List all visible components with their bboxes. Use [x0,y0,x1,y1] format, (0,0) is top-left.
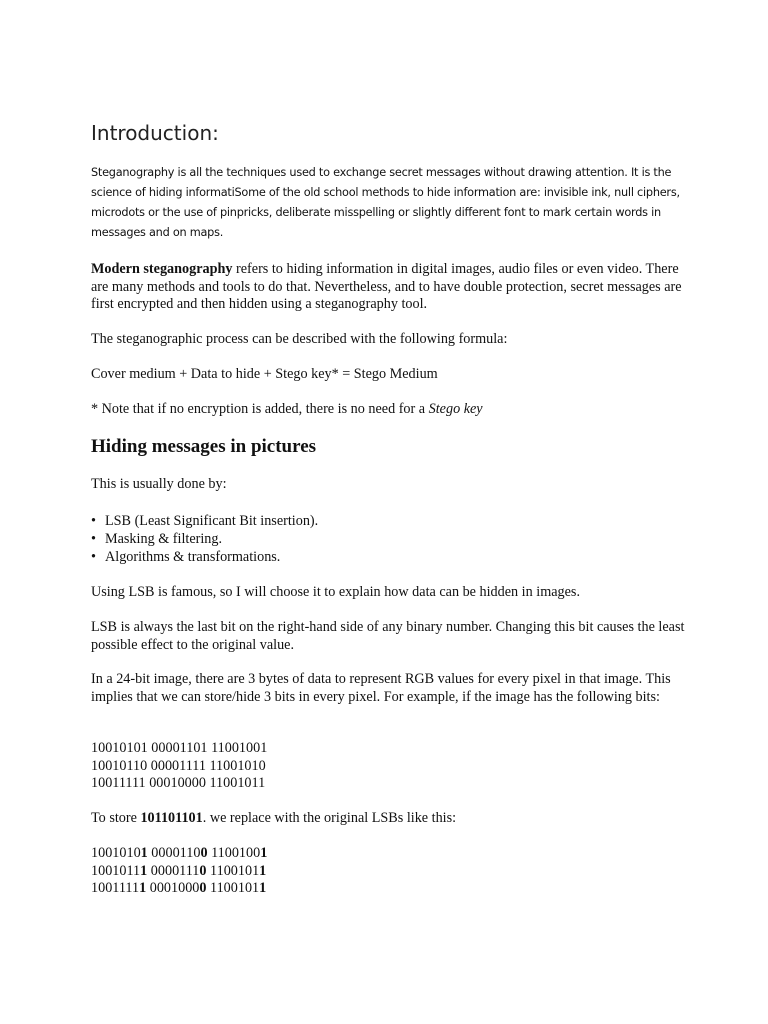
byte-prefix: 0000111 [150,862,200,879]
bit-row [91,845,691,863]
section-heading: Hiding messages in pictures [91,436,317,457]
byte-prefix: 0000110 [151,845,201,861]
list-item-text: Masking & filtering. [105,531,223,547]
byte-lsb: 1 [139,880,147,896]
original-bits-block [91,740,691,793]
byte-lsb: 1 [140,845,148,861]
formula: Cover medium + Data to hide + Stego key* = Stego Medium [91,366,438,382]
bit-row: 10010110 00001111 11001010 [91,757,266,774]
byte-prefix: 1100100 [211,845,261,861]
byte-prefix: 0001000 [149,880,200,896]
note [91,401,691,419]
byte-lsb: 1 [260,845,268,861]
process-intro: The steganographic process can be described with the following formula: [91,331,508,347]
byte-prefix: 1001010 [91,845,141,861]
byte-lsb: 0 [200,845,208,861]
replaced-bits-block [91,845,691,898]
bullet-icon: • [91,531,96,547]
byte-lsb: 0 [199,880,207,896]
note-italic: Stego key [428,401,483,417]
store-suffix: . we replace with the original LSBs like this: [202,810,457,826]
note-text: * Note that if no encryption is added, there is no need for a [91,401,429,417]
modern-steganography-paragraph [91,261,691,314]
byte-prefix: 1100101 [210,862,260,879]
byte-prefix: 1100101 [210,880,260,896]
list-item-text: LSB (Least Significant Bit insertion). [105,513,319,529]
byte-prefix: 1001111 [91,880,140,896]
bit-row: 10010101 00001101 11001001 [91,740,268,756]
byte-lsb: 1 [259,862,267,879]
store-text [91,810,691,828]
method-list [91,513,318,567]
list-item [91,513,318,531]
bullet-icon: • [91,549,96,565]
list-item [91,549,318,567]
bit-row: 10011111 00010000 11001011 [91,775,266,791]
byte-lsb: 1 [259,880,267,896]
lsb-definition: LSB is always the last bit on the right-hand side of any binary number. Changing this bit causes the least possible effect to the original value. [91,619,685,653]
bit24-paragraph: In a 24-bit image, there are 3 bytes of data to represent RGB values for every pixel in that image. This implies that we can store/hide 3 bits in every pixel. For example, if the image has the following bits: [91,671,671,705]
store-value: 101101101 [140,810,203,826]
modern-steganography-text: refers to hiding information in digital images, audio files or even video. There are many methods and tools to do that. Nevertheless, and to have double protection, secret messages are first encrypted and then hidden using a steganography tool. [91,261,682,312]
bit-row [91,863,691,881]
intro-paragraph: Steganography is all the techniques used to exchange secret messages without drawing attention. It is the science of hiding informatiSome of the old school methods to hide information are: invisible ink, null ciphers, microdots or the use of pinpricks, deliberate misspelling or slightly different font to mark certain words in messages and on maps. [91,166,680,239]
bit-row [91,880,691,898]
intro-heading: Introduction: [91,121,219,145]
byte-lsb: 1 [140,862,148,879]
modern-steganography-term: Modern steganography [91,261,233,277]
list-item [91,531,318,549]
lsb-famous-text: Using LSB is famous, so I will choose it to explain how data can be hidden in images. [91,584,580,600]
list-item-text: Algorithms & transformations. [105,549,281,565]
byte-lsb: 0 [199,862,207,879]
bullet-icon: • [91,513,96,529]
store-prefix: To store [91,810,141,826]
byte-prefix: 1001011 [91,862,141,879]
usually-text: This is usually done by: [91,476,227,492]
